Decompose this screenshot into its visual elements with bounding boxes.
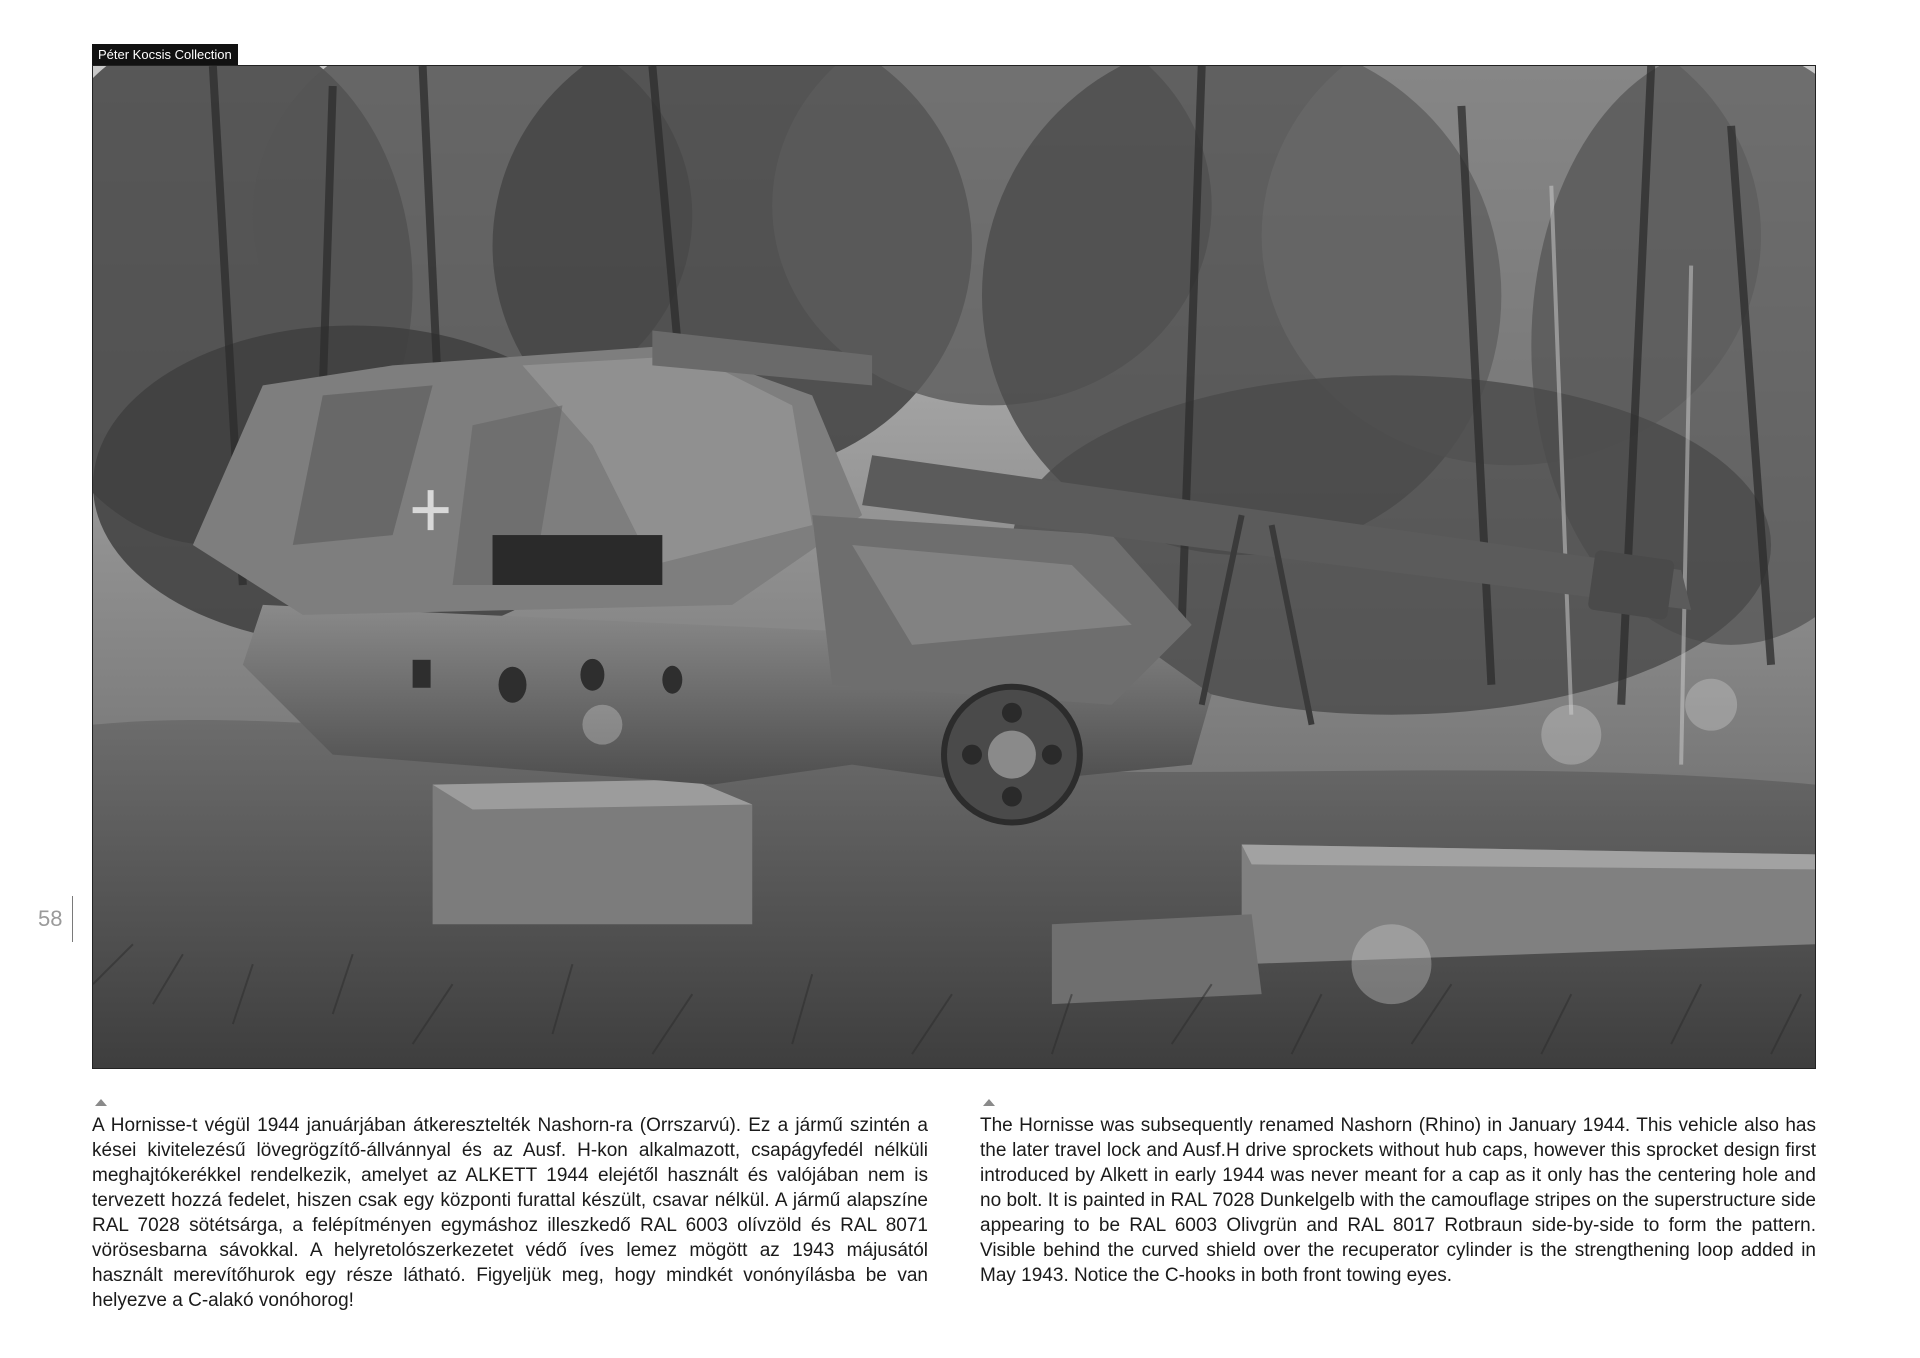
page-number-divider — [72, 896, 73, 942]
caption-pointer-icon — [95, 1099, 107, 1106]
caption-hungarian — [92, 1099, 928, 1313]
caption-english-text: The Hornisse was subsequently renamed Nashorn (Rhino) in January 1944. This vehicle also has the later travel lock and Ausf.H drive sprockets without hub caps, however this sprocket design first introduced by Alkett in early 1944 was never meant for a cap as it only has the centering hole and no bolt. It is painted in RAL 7028 Dunkelgelb with the camouflage stripes on the superstructure side appearing to be RAL 6003 Olivgrün and RAL 8017 Rotbraun side-by-side to form the pattern. Visible behind the curved shield over the recuperator cylinder is the strengthening loop added in May 1943. Notice the C-hooks in both front towing eyes. — [980, 1115, 1816, 1286]
page-number: 58 — [38, 906, 63, 931]
caption-pointer-icon — [983, 1099, 995, 1106]
caption-hungarian-text: A Hornisse-t végül 1944 januárjában átkeresztelték Nashorn-ra (Orrszarvú). Ez a jármű szintén a kései kivitelezésű lövegrögzítő-állvánnyal és az Ausf. H-kon alkalmazott, csapágyfedél nélküli meghajtókerékkel rendelkezik, amelyet az ALKETT 1944 elejétől használt és valójában nem is tervezett hozzá fedelet, hiszen csak egy központi furattal készült, csavar nélkül. A jármű alapszíne RAL 7028 sötétsárga, a felépítményen egymáshoz illeszkedő RAL 6003 olívzöld és RAL 8071 vörösesbarna sávokkal. A helyretolószerkezetet védő íves lemez mögött az 1943 májusától használt merevítőhurok egy része látható. Figyeljük meg, hogy mindkét vonónyílásba be van helyezve a C-alakó vonóhorog! — [92, 1115, 928, 1311]
nashorn-photo — [92, 65, 1816, 1069]
photo-credit: Péter Kocsis Collection — [92, 44, 238, 65]
caption-english — [980, 1099, 1816, 1288]
